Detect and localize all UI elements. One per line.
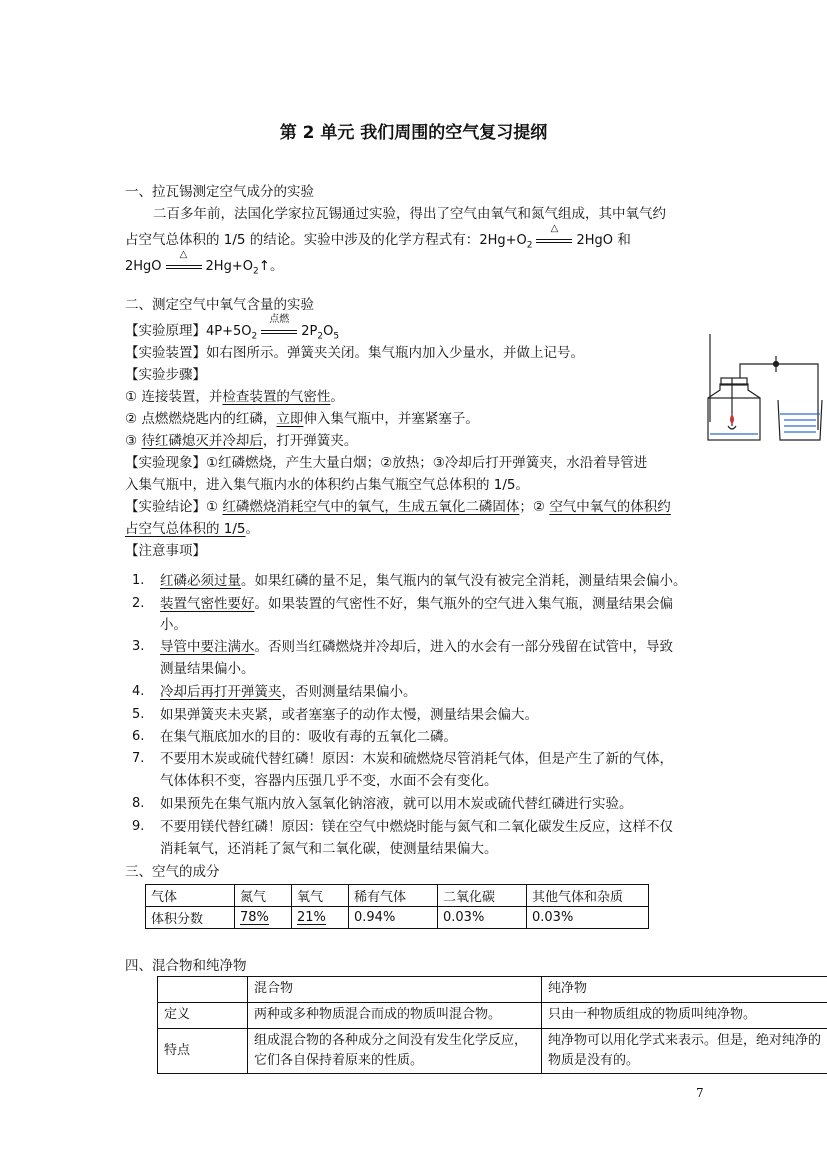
table-cell: 0.94%: [349, 907, 438, 929]
page-title: 第 2 单元 我们周围的空气复习提纲: [279, 123, 548, 143]
experiment-principle: 【实验原理】$4P+5O_2$ 点燃 $2P_2O_5$: [125, 314, 340, 342]
table-cell: 21%: [292, 907, 349, 929]
table-cell: 氧气: [292, 885, 349, 907]
section-1-heading: 一、拉瓦锡测定空气成分的实验: [125, 184, 314, 200]
table-cell: 纯净物可以用化学式来表示。但是，绝对纯净的物质是没有的。: [542, 1029, 827, 1074]
table-row: [146, 885, 649, 907]
experiment-steps-label: 【实验步骤】: [125, 367, 206, 383]
table-cell: 0.03%: [527, 907, 649, 929]
table-cell: 特点: [158, 1029, 248, 1074]
table-row: [158, 1003, 827, 1029]
table-cell: [158, 977, 248, 1003]
table-cell: 其他气体和杂质: [527, 885, 649, 907]
table-cell: 氮气: [235, 885, 292, 907]
air-composition-table: [145, 884, 649, 929]
apparatus-diagram: [700, 334, 825, 446]
table-row: [158, 977, 827, 1003]
mixture-pure-table: [157, 976, 827, 1074]
reaction-condition-heat: △: [534, 232, 574, 246]
phenomenon-line2: 入集气瓶中，进入集气瓶内水的体积约占集气瓶空气总体积的 1/5。: [125, 477, 530, 493]
phenomenon-line1: 【实验现象】①红磷燃烧，产生大量白烟；②放热；③冷却后打开弹簧夹，水沿着导管进: [125, 455, 648, 471]
s1-equation-2: 2HgO △ $2Hg+O_2↑$。: [125, 249, 284, 277]
table-cell: 混合物: [248, 977, 542, 1003]
notes-label: 【注意事项】: [125, 543, 206, 559]
table-cell: 二氧化碳: [438, 885, 527, 907]
table-cell: 气体: [146, 885, 235, 907]
table-row: [158, 1029, 827, 1074]
table-cell: 稀有气体: [349, 885, 438, 907]
table-cell: 定义: [158, 1003, 248, 1029]
table-cell: 78%: [235, 907, 292, 929]
table-cell: 组成混合物的各种成分之间没有发生化学反应，它们各自保持着原来的性质。: [248, 1029, 542, 1074]
page-number: 7: [696, 1086, 704, 1100]
s1-paragraph-line2: 占空气总体积的 1/5 的结论。实验中涉及的化学方程式有：$2Hg+O_2$ △ 2HgO 和: [125, 223, 631, 251]
reaction-condition-ignite: 点燃: [259, 323, 299, 337]
table-cell: 体积分数: [146, 907, 235, 929]
conclusion-line1: 【实验结论】① 红磷燃烧消耗空气中的氧气，生成五氧化二磷固体；② 空气中氧气的体积约: [125, 499, 671, 515]
table-cell: 0.03%: [438, 907, 527, 929]
section-2-heading: 二、测定空气中氧气含量的实验: [125, 297, 314, 313]
section-4-heading: 四、混合物和纯净物: [125, 958, 247, 974]
table-cell: 只由一种物质组成的物质叫纯净物。: [542, 1003, 827, 1029]
step-1: ① 连接装置，并检查装置的气密性。: [125, 389, 344, 405]
section-3-heading: 三、空气的成分: [125, 864, 220, 880]
s1-paragraph-line1: 二百多年前，法国化学家拉瓦锡通过实验，得出了空气由氧气和氮气组成，其中氧气约: [153, 206, 666, 222]
experiment-apparatus: 【实验装置】如右图所示。弹簧夹关闭。集气瓶内加入少量水，并做上记号。: [125, 345, 584, 361]
conclusion-line2: 占空气总体积的 1/5。: [125, 521, 260, 537]
table-row: [146, 907, 649, 929]
table-cell: 纯净物: [542, 977, 827, 1003]
step-2: ② 点燃燃烧匙内的红磷，立即伸入集气瓶中，并塞紧塞子。: [125, 411, 479, 427]
table-cell: 两种或多种物质混合而成的物质叫混合物。: [248, 1003, 542, 1029]
step-3: ③ 待红磷熄灭并冷却后，打开弹簧夹。: [125, 433, 358, 449]
reaction-condition-heat: △: [164, 258, 204, 272]
